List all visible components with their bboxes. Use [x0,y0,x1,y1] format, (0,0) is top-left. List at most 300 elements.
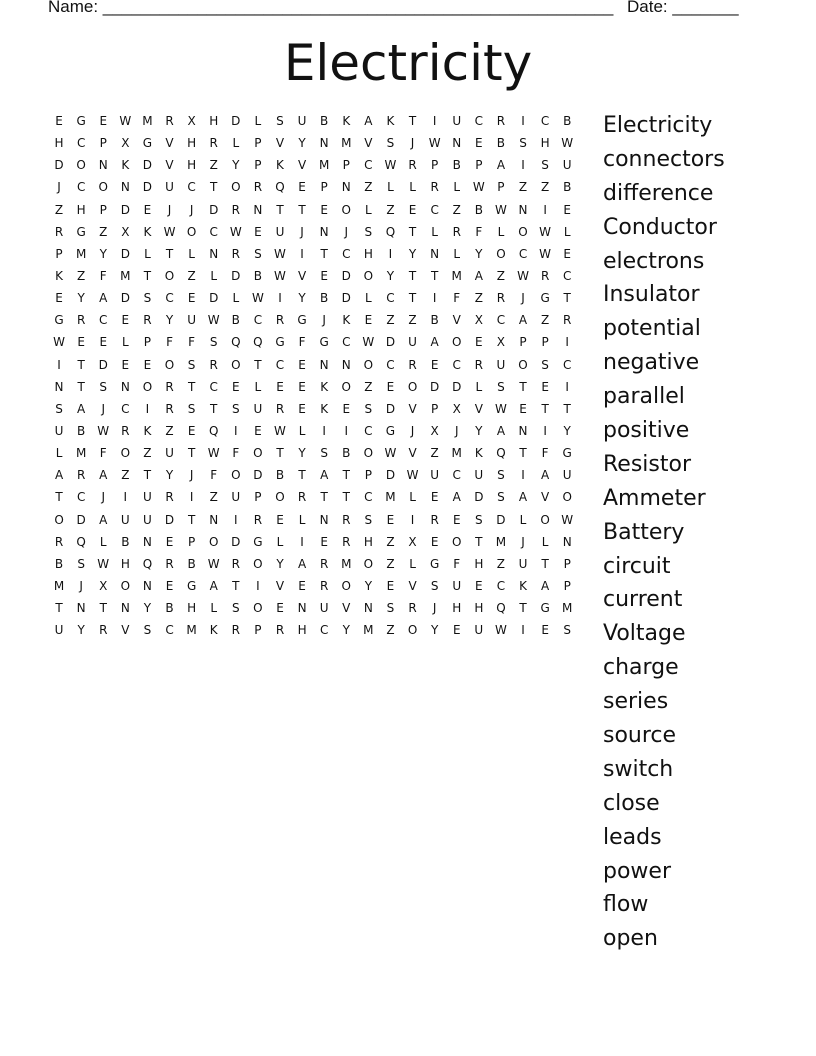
grid-letter: O [120,578,131,593]
grid-letter: W [362,335,375,350]
grid-letter: Y [165,468,174,483]
grid-letter: T [519,446,527,461]
word-list-item: Ammeter [603,485,706,511]
grid-letter: T [519,379,527,394]
grid-letter: L [254,114,262,128]
grid-letter: T [187,446,196,461]
grid-letter: I [189,490,194,505]
grid-letter: I [234,512,238,527]
grid-letter: N [76,601,86,616]
grid-letter: H [187,158,197,173]
grid-letter: L [121,335,129,350]
grid-letter: O [186,224,197,239]
grid-letter: A [54,468,64,483]
grid-letter: I [521,158,525,173]
grid-letter: D [76,512,86,527]
grid-letter: F [232,446,240,461]
grid-letter: N [319,357,329,372]
grid-letter: B [474,202,483,217]
grid-letter: S [187,357,196,372]
grid-letter: A [496,158,506,173]
grid-letter: A [518,313,528,328]
grid-letter: V [408,446,417,461]
grid-letter: A [99,291,108,306]
word-list-item: source [603,723,677,749]
grid-letter: R [54,224,64,239]
grid-letter: H [540,136,550,151]
grid-letter: C [518,246,528,261]
grid-letter: G [76,224,86,239]
grid-letter: Y [143,601,152,616]
grid-letter: Q [231,335,241,350]
grid-letter: W [561,136,574,151]
grid-letter: Q [208,423,219,438]
grid-letter: W [494,202,507,217]
word-list-item: open [603,926,658,952]
grid-letter: Q [76,534,86,549]
grid-letter: B [231,313,240,328]
grid-letter: J [322,313,326,328]
grid-letter: T [298,468,306,483]
grid-letter: E [475,335,483,350]
grid-letter: T [210,180,218,195]
grid-letter: A [541,468,550,483]
grid-letter: P [143,335,152,350]
grid-letter: Z [209,158,218,173]
grid-letter: R [540,268,550,283]
grid-letter: T [77,379,85,394]
grid-letter: E [430,490,439,505]
grid-letter: R [320,556,329,571]
grid-letter: W [384,158,397,173]
grid-letter: B [187,556,196,571]
grid-letter: S [143,623,152,638]
grid-letter: S [276,114,284,128]
grid-letter: S [541,158,549,173]
grid-letter: C [364,158,373,173]
grid-letter: L [276,534,284,549]
grid-letter: Z [386,202,395,217]
grid-letter: R [165,379,174,394]
grid-letter: E [298,357,306,372]
grid-letter: T [187,512,196,527]
grid-letter: O [363,357,374,372]
word-list-item: switch [603,756,674,782]
grid-letter: Z [165,423,174,438]
grid-letter: Z [540,180,550,195]
grid-letter: P [187,534,196,549]
grid-letter: E [430,357,439,372]
grid-letter: P [475,158,483,173]
grid-letter: I [432,291,437,306]
grid-letter: E [320,268,328,283]
grid-letter: U [297,114,307,128]
word-list-item: Resistor [603,451,691,477]
grid-letter: N [253,202,263,217]
grid-letter: D [385,401,396,416]
grid-letter: S [209,335,218,350]
grid-letter: Z [496,556,506,571]
grid-letter: I [432,114,437,128]
word-list-item: negative [603,350,700,376]
grid-letter: M [562,601,573,616]
grid-letter: Y [563,423,571,438]
grid-letter: O [452,335,462,350]
grid-letter: X [187,114,196,128]
grid-letter: I [344,423,349,438]
grid-letter: G [319,335,329,350]
grid-letter: E [232,379,240,394]
word-list-item: current [603,587,683,613]
grid-letter: B [496,136,506,151]
grid-letter: E [298,578,306,593]
word-list [603,109,725,956]
grid-letter: E [563,246,571,261]
grid-letter: S [143,291,152,306]
grid-letter: W [229,224,242,239]
grid-letter: U [143,512,152,527]
grid-letter: D [98,357,108,372]
grid-letter: I [145,401,150,416]
grid-letter: Z [386,556,395,571]
grid-letter: W [97,556,110,571]
grid-letter: B [165,601,174,616]
grid-letter: K [143,423,152,438]
grid-letter: I [543,423,547,438]
grid-letter: R [165,556,174,571]
grid-letter: I [57,357,61,372]
grid-letter: D [142,158,153,173]
grid-letter: M [385,490,396,505]
word-list-item: positive [603,418,690,444]
grid-letter: N [209,246,219,261]
grid-letter: V [364,136,373,151]
grid-letter: W [406,468,419,483]
grid-letter: T [563,401,571,416]
grid-letter: K [276,158,284,173]
grid-letter: G [275,335,285,350]
grid-letter: I [521,114,525,128]
grid-letter: S [475,512,483,527]
grid-letter: C [540,114,550,128]
grid-letter: E [541,623,549,638]
grid-letter: M [363,623,374,638]
grid-letter: V [275,578,285,593]
grid-letter: T [342,468,350,483]
grid-letter: S [386,136,395,151]
grid-letter: L [99,534,107,549]
grid-letter: C [452,468,461,483]
grid-letter: T [99,601,107,616]
grid-letter: L [497,224,505,239]
grid-letter: P [364,468,372,483]
grid-letter: S [386,601,395,616]
grid-letter: K [342,114,351,128]
grid-letter: E [298,401,306,416]
grid-letter: E [386,379,395,394]
grid-letter: E [342,401,351,416]
grid-letter: T [143,268,152,283]
grid-letter: T [408,291,417,306]
grid-letter: C [209,379,218,394]
grid-letter: Z [474,291,483,306]
grid-letter: Z [408,313,417,328]
grid-letter: X [121,224,130,239]
grid-letter: C [386,291,395,306]
grid-letter: T [77,357,85,372]
grid-letter: C [187,180,196,195]
grid-letter: D [142,180,153,195]
grid-letter: S [364,401,373,416]
grid-letter: L [232,291,240,306]
grid-letter: H [474,601,484,616]
grid-letter: T [165,246,174,261]
grid-letter: V [297,268,307,283]
grid-letter: U [275,224,285,239]
grid-letter: O [208,534,219,549]
grid-letter: U [518,556,528,571]
grid-letter: F [99,446,107,461]
grid-letter: E [143,202,152,217]
word-list-item: leads [603,824,662,850]
grid-letter: O [231,357,241,372]
grid-letter: G [142,136,153,151]
grid-letter: W [97,423,110,438]
grid-letter: P [541,335,549,350]
grid-letter: A [209,578,218,593]
grid-letter: T [187,379,196,394]
grid-letter: I [300,246,304,261]
word-list-item: close [603,790,660,816]
grid-letter: D [385,335,396,350]
grid-letter: U [54,623,64,638]
grid-letter: E [121,357,130,372]
grid-letter: H [452,601,462,616]
grid-letter: E [276,512,284,527]
grid-letter: Z [386,623,395,638]
grid-letter: X [99,578,108,593]
grid-letter: O [164,268,175,283]
grid-letter: N [54,379,64,394]
grid-letter: T [541,401,549,416]
grid-letter: W [274,423,286,438]
grid-letter: V [342,601,351,616]
grid-letter: W [517,268,529,283]
grid-letter: R [496,291,506,306]
grid-letter: O [518,224,528,239]
grid-letter: Z [121,468,130,483]
grid-letter: D [231,114,241,128]
grid-letter: C [496,313,506,328]
grid-letter: D [120,202,130,217]
grid-letter: O [518,357,528,372]
grid-letter: N [452,136,462,151]
grid-letter: B [54,556,64,571]
word-list-item: potential [603,316,701,342]
grid-letter: R [275,313,285,328]
grid-letter: L [387,180,394,195]
grid-letter: I [388,246,393,261]
grid-letter: S [497,379,505,394]
grid-letter: S [364,512,373,527]
grid-letter: N [341,180,351,195]
grid-letter: K [519,578,527,593]
grid-letter: T [408,224,417,239]
grid-letter: O [231,180,241,195]
grid-letter: S [563,623,572,638]
word-list-item: parallel [603,384,685,410]
grid-letter: J [189,202,194,217]
grid-letter: J [344,224,349,239]
grid-letter: N [297,601,307,616]
grid-letter: E [541,379,549,394]
grid-letter: I [322,423,326,438]
grid-letter: N [430,246,440,261]
word-list-item: Voltage [603,621,686,647]
grid-letter: R [231,556,240,571]
grid-letter: T [55,490,63,505]
grid-letter: E [99,335,108,350]
grid-letter: O [76,158,86,173]
grid-letter: H [297,623,307,638]
grid-letter: W [274,246,286,261]
grid-letter: B [342,446,351,461]
grid-letter: C [496,578,506,593]
grid-letter: O [540,512,550,527]
grid-letter: V [452,313,461,328]
grid-letter: L [475,379,483,394]
grid-letter: G [54,313,64,328]
grid-letter: H [363,246,373,261]
grid-letter: Y [77,623,85,638]
grid-letter: H [187,601,197,616]
grid-letter: E [452,512,461,527]
grid-letter: E [386,578,395,593]
grid-letter: R [231,202,240,217]
grid-letter: L [254,379,262,394]
grid-letter: X [452,401,461,416]
grid-letter: Q [142,556,153,571]
grid-letter: P [497,180,505,195]
grid-letter: S [187,401,196,416]
grid-letter: T [475,534,483,549]
grid-letter: U [562,468,572,483]
grid-letter: Y [165,313,174,328]
grid-letter: E [276,601,284,616]
grid-letter: A [452,490,461,505]
grid-letter: R [563,313,572,328]
grid-letter: E [320,202,328,217]
grid-letter: Y [298,136,306,151]
grid-letter: O [54,512,64,527]
grid-letter: F [475,224,483,239]
grid-letter: S [99,379,108,394]
grid-letter: W [539,224,552,239]
grid-letter: E [99,114,108,128]
grid-letter: K [320,401,329,416]
word-list-item: Conductor [603,214,717,240]
grid-letter: C [563,268,572,283]
grid-letter: U [231,490,241,505]
grid-letter: J [432,601,437,616]
grid-letter: Y [475,423,483,438]
grid-letter: G [385,423,396,438]
grid-letter: F [99,268,107,283]
grid-letter: K [342,313,351,328]
grid-letter: D [120,246,130,261]
word-list-item: circuit [603,553,671,579]
grid-letter: X [474,313,483,328]
grid-letter: L [210,601,218,616]
grid-letter: M [451,446,462,461]
grid-letter: E [165,534,174,549]
grid-letter: O [164,357,175,372]
grid-letter: V [121,623,130,638]
grid-letter: P [563,556,571,571]
grid-letter: R [231,246,240,261]
grid-letter: J [521,534,525,549]
grid-letter: Y [430,623,439,638]
grid-letter: R [76,313,86,328]
grid-letter: R [165,490,174,505]
grid-letter: R [165,114,174,128]
grid-letter: U [452,114,462,128]
grid-letter: D [231,534,241,549]
grid-letter: K [121,158,130,173]
grid-letter: S [231,401,240,416]
grid-letter: Z [99,224,108,239]
grid-letter: C [342,246,351,261]
grid-letter: J [167,202,172,217]
grid-letter: N [319,136,329,151]
grid-letter: L [365,291,372,306]
grid-letter: M [75,246,87,261]
grid-letter: L [232,136,240,151]
grid-letter: W [274,268,286,283]
grid-letter: Y [364,578,373,593]
grid-letter: L [409,180,416,195]
grid-letter: B [563,180,572,195]
grid-letter: N [319,512,329,527]
grid-letter: W [207,446,220,461]
grid-letter: F [210,468,218,483]
grid-letter: D [474,490,484,505]
grid-letter: K [474,446,483,461]
grid-letter: T [210,401,218,416]
grid-letter: M [341,556,352,571]
grid-letter: M [495,534,507,549]
word-list-item: difference [603,180,714,206]
grid-letter: T [276,446,284,461]
grid-letter: C [563,357,572,372]
grid-letter: R [430,512,439,527]
grid-letter: J [410,423,415,438]
grid-letter: O [407,379,418,394]
grid-letter: D [496,512,506,527]
grid-letter: E [165,578,174,593]
grid-letter: U [408,335,417,350]
grid-letter: G [186,578,197,593]
grid-letter: C [209,224,218,239]
grid-letter: S [541,357,549,372]
grid-letter: N [209,512,219,527]
grid-letter: Q [496,446,506,461]
grid-letter: G [297,313,307,328]
grid-letter: R [275,623,285,638]
grid-letter: X [121,136,130,151]
grid-letter: O [231,468,241,483]
grid-letter: W [251,291,264,306]
